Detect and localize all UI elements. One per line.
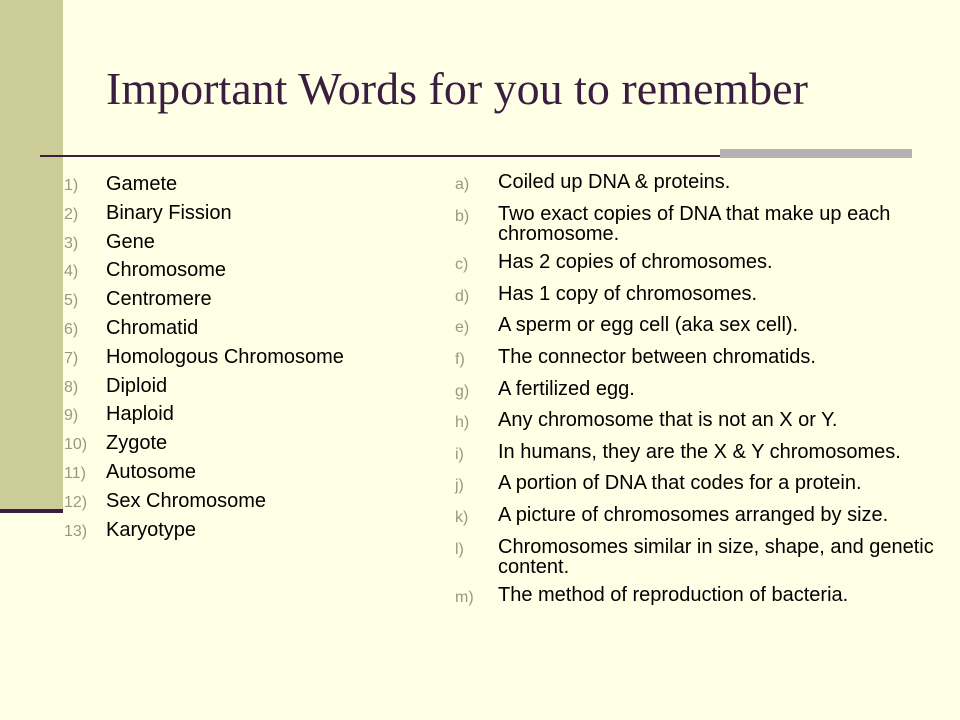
definition-letter: h) xyxy=(455,414,470,432)
term-number: 4) xyxy=(64,263,79,281)
definition-letter: i) xyxy=(455,445,464,463)
definition-letter: b) xyxy=(455,207,470,225)
term-item xyxy=(64,489,424,518)
definition-item xyxy=(455,442,935,465)
definition-letter: f) xyxy=(455,350,465,368)
definition-text: The method of reproduction of bacteria. xyxy=(498,584,849,607)
term-number: 8) xyxy=(64,378,79,396)
definition-text: A picture of chromosomes arranged by size. xyxy=(498,503,889,526)
term-number: 12) xyxy=(64,493,88,511)
definition-letter: m) xyxy=(455,589,474,607)
definition-letter: a) xyxy=(455,176,470,193)
term-text: Homologous Chromosome xyxy=(106,345,344,368)
title-divider-accent xyxy=(720,149,912,158)
definition-item xyxy=(455,204,935,244)
term-item xyxy=(64,345,424,374)
definition-letter: g) xyxy=(455,382,470,400)
term-item xyxy=(64,316,424,345)
definition-letter: k) xyxy=(455,508,469,526)
term-text: Zygote xyxy=(106,432,168,455)
terms-list xyxy=(64,172,424,546)
term-text: Gene xyxy=(106,230,155,253)
term-number: 6) xyxy=(64,320,79,338)
term-number: 11) xyxy=(64,464,86,482)
definition-letter: c) xyxy=(455,256,469,274)
term-item xyxy=(64,172,424,201)
definition-item xyxy=(455,537,935,577)
definition-text: A portion of DNA that codes for a protein. xyxy=(498,472,862,495)
definition-text: A fertilized egg. xyxy=(498,377,635,400)
term-text: Haploid xyxy=(106,403,174,426)
definition-item xyxy=(455,347,935,370)
term-number: 2) xyxy=(64,205,79,223)
side-band-foot xyxy=(0,509,63,513)
definition-text: Coiled up DNA & proteins. xyxy=(498,171,731,193)
term-item xyxy=(64,402,424,431)
term-text: Diploid xyxy=(106,374,168,397)
definition-text: A sperm or egg cell (aka sex cell). xyxy=(498,314,799,337)
term-item xyxy=(64,431,424,460)
term-text: Centromere xyxy=(106,288,212,311)
term-number: 3) xyxy=(64,234,79,252)
definition-letter: e) xyxy=(455,319,470,337)
term-number: 7) xyxy=(64,349,79,367)
term-text: Sex Chromosome xyxy=(106,489,267,512)
term-item xyxy=(64,201,424,230)
term-number: 1) xyxy=(64,177,79,194)
definition-item xyxy=(455,284,935,307)
definition-text: Chromosomes similar in size, shape, and genetic content. xyxy=(498,535,934,578)
term-number: 13) xyxy=(64,522,88,540)
term-text: Chromosome xyxy=(106,259,227,282)
term-item xyxy=(64,230,424,259)
term-number: 9) xyxy=(64,407,79,425)
term-text: Chromatid xyxy=(106,316,199,339)
definition-item xyxy=(455,410,935,433)
definition-item xyxy=(455,505,935,528)
term-text: Autosome xyxy=(106,460,197,483)
slide-title: Important Words for you to remember xyxy=(106,63,808,114)
term-item xyxy=(64,258,424,287)
term-text: Binary Fission xyxy=(106,201,232,224)
term-item xyxy=(64,518,424,547)
definition-item xyxy=(455,172,935,195)
term-item xyxy=(64,374,424,403)
side-band xyxy=(0,0,63,509)
definition-item xyxy=(455,252,935,275)
term-text: Karyotype xyxy=(106,518,197,541)
definitions-list xyxy=(455,172,935,617)
definition-text: Has 2 copies of chromosomes. xyxy=(498,251,773,274)
definition-item xyxy=(455,585,935,608)
definition-item xyxy=(455,473,935,496)
definition-text: Any chromosome that is not an X or Y. xyxy=(498,409,838,432)
definition-text: Has 1 copy of chromosomes. xyxy=(498,282,757,305)
term-item xyxy=(64,287,424,316)
term-number: 5) xyxy=(64,292,79,310)
definition-text: In humans, they are the X & Y chromosomes. xyxy=(498,440,901,463)
definition-text: Two exact copies of DNA that make up each chromosome. xyxy=(498,202,891,245)
definition-text: The connector between chromatids. xyxy=(498,345,816,368)
definition-letter: j) xyxy=(455,477,464,495)
definition-letter: l) xyxy=(455,540,464,558)
term-item xyxy=(64,460,424,489)
definition-item xyxy=(455,379,935,402)
term-text: Gamete xyxy=(106,173,178,195)
definition-item xyxy=(455,315,935,338)
definition-letter: d) xyxy=(455,287,470,305)
term-number: 10) xyxy=(64,436,88,454)
